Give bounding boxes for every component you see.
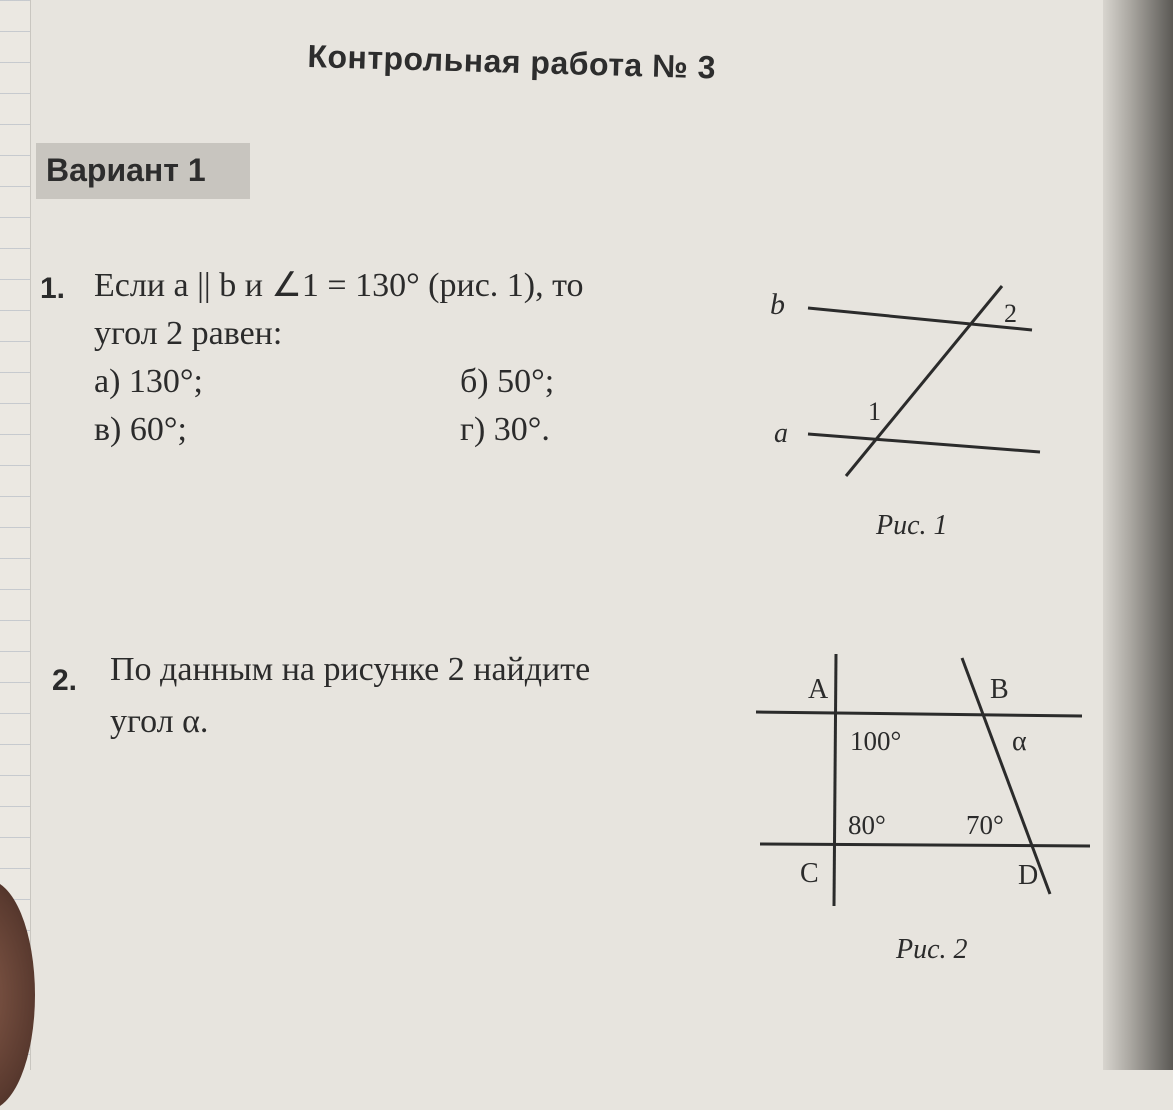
task-2-question: По данным на рисунке 2 найдите: [110, 651, 591, 688]
point-b: B: [990, 674, 1009, 705]
line-vertical: [834, 654, 836, 906]
task-1-number: 1.: [40, 272, 66, 305]
figure-2-caption: Рис. 2: [896, 934, 968, 965]
variant-label: Вариант 1: [46, 152, 206, 188]
task-1-option-c: в) 60°;: [94, 411, 187, 448]
angle-alpha-label: α: [1012, 726, 1027, 757]
task-1-question-cont: угол 2 равен:: [94, 315, 283, 352]
point-c: C: [800, 858, 819, 889]
angle-100-label: 100°: [850, 726, 902, 756]
point-a: A: [808, 674, 829, 705]
task-1-option-d: г) 30°.: [460, 411, 550, 448]
book-spine: [1103, 0, 1173, 1070]
line-b: [808, 308, 1032, 330]
figure-1: [760, 270, 1060, 550]
angle-1-label: 1: [868, 397, 881, 426]
line-bottom: [760, 844, 1090, 846]
label-b: b: [770, 288, 785, 321]
angle-2-label: 2: [1004, 299, 1017, 328]
point-d: D: [1018, 860, 1039, 891]
task-2-number: 2.: [52, 664, 78, 697]
line-a: [808, 434, 1040, 452]
figure-2: [750, 648, 1100, 978]
angle-70-label: 70°: [966, 810, 1004, 840]
task-1-option-a: а) 130°;: [94, 363, 203, 400]
figure-1-caption: Рис. 1: [876, 510, 948, 541]
task-1-question: Если a || b и ∠1 = 130° (рис. 1), то: [94, 267, 584, 304]
page-title: Контрольная работа № 3: [306, 38, 717, 86]
label-a: a: [774, 418, 788, 449]
angle-80-label: 80°: [848, 810, 886, 840]
task-2-question-cont: угол α.: [110, 703, 209, 740]
task-1-option-b: б) 50°;: [460, 363, 555, 400]
line-top: [756, 712, 1082, 716]
